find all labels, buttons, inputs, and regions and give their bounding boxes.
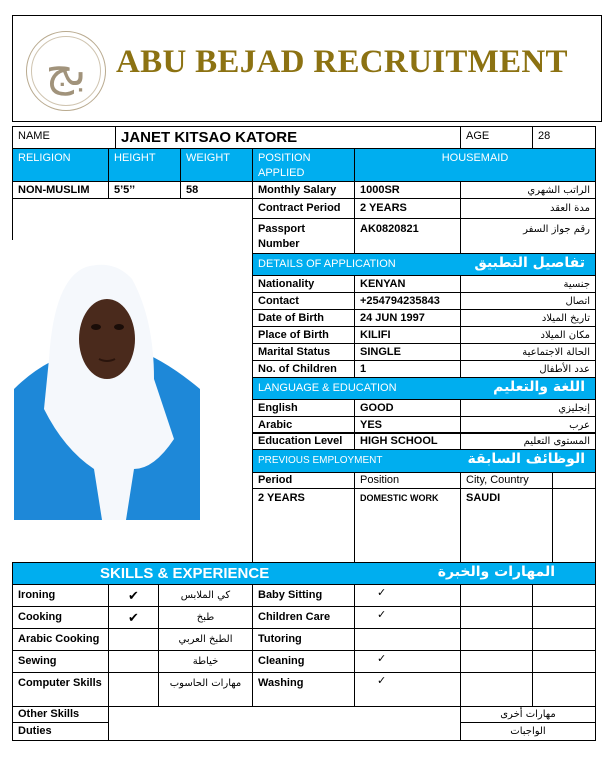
- employment-location-value: SAUDI: [460, 488, 553, 563]
- passport-arabic: رقم جواز السفر: [460, 218, 596, 254]
- skill-label: Ironing: [12, 584, 109, 607]
- employment-extra-header: [552, 472, 596, 489]
- duties-label: Duties: [12, 722, 109, 741]
- religion-header: RELIGION: [12, 148, 109, 182]
- details-row-value: +254794235843: [354, 292, 461, 310]
- salary-value: 1000SR: [354, 181, 461, 199]
- skill-extra-cell: [532, 606, 596, 629]
- employment-section-title: PREVIOUS EMPLOYMENT: [258, 455, 383, 466]
- skill-arabic: طبخ: [158, 606, 253, 629]
- skill-label: Cooking: [12, 606, 109, 629]
- details-row-label: Place of Birth: [252, 326, 355, 344]
- duties-arabic: الواجبات: [460, 722, 596, 741]
- skills-section-title: SKILLS & EXPERIENCE: [100, 565, 270, 582]
- skill-extra-cell: [460, 672, 533, 707]
- skill-extra-cell: [460, 650, 533, 673]
- skill-label: Baby Sitting: [252, 584, 355, 607]
- details-section-header: [252, 253, 596, 276]
- skill-label: Cleaning: [252, 650, 355, 673]
- details-row-value: KILIFI: [354, 326, 461, 344]
- salary-arabic: الراتب الشهري: [460, 181, 596, 199]
- details-row-value: 24 JUN 1997: [354, 309, 461, 327]
- skill-check-icon: [108, 672, 159, 707]
- salary-label: Monthly Salary: [252, 181, 355, 199]
- details-row-arabic: مكان الميلاد: [460, 326, 596, 344]
- employment-position-header: Position: [354, 472, 461, 489]
- language-section-title: LANGUAGE & EDUCATION: [258, 382, 397, 394]
- skills-section-header: [12, 562, 596, 585]
- skill-check-icon: ✔: [108, 584, 159, 607]
- candidate-photo-image: [14, 239, 200, 520]
- height-header: HEIGHT: [108, 148, 181, 182]
- skill-extra-cell: [532, 672, 596, 707]
- contract-period-label: Contract Period: [252, 198, 355, 219]
- skill-label: Washing: [252, 672, 355, 707]
- contract-period-arabic: مدة العقد: [460, 198, 596, 219]
- details-row-value: SINGLE: [354, 343, 461, 361]
- language-row-label: Education Level: [252, 432, 355, 450]
- language-row-value: GOOD: [354, 399, 461, 417]
- language-row-value: HIGH SCHOOL: [354, 432, 461, 450]
- religion-value: NON-MUSLIM: [12, 181, 109, 199]
- skill-label: Tutoring: [252, 628, 355, 651]
- skill-check-icon: ✔: [108, 606, 159, 629]
- other-skills-duties-value: [108, 706, 461, 741]
- language-row-arabic: عرب: [460, 416, 596, 434]
- language-row-arabic: المستوى التعليم: [460, 432, 596, 450]
- skill-check-icon: ✓: [354, 584, 461, 607]
- position-applied-header: POSITION APPLIED: [252, 148, 355, 182]
- employment-period-header: Period: [252, 472, 355, 489]
- skill-arabic: الطبخ العربي: [158, 628, 253, 651]
- details-row-arabic: الحالة الاجتماعية: [460, 343, 596, 361]
- skill-label: Arabic Cooking: [12, 628, 109, 651]
- height-value: 5’5’’: [108, 181, 181, 199]
- skill-arabic: خياطة: [158, 650, 253, 673]
- language-row-label: English: [252, 399, 355, 417]
- details-row-label: Marital Status: [252, 343, 355, 361]
- skill-check-icon: [354, 628, 461, 651]
- skill-check-icon: [108, 650, 159, 673]
- employment-section-title-arabic: الوظائف السابقة: [467, 451, 585, 467]
- details-row-arabic: تاريخ الميلاد: [460, 309, 596, 327]
- details-row-arabic: جنسية: [460, 275, 596, 293]
- skill-extra-cell: [460, 628, 533, 651]
- skill-label: Children Care: [252, 606, 355, 629]
- details-row-label: No. of Children: [252, 360, 355, 378]
- company-name: ABU BEJAD RECRUITMENT: [116, 44, 568, 80]
- passport-value: AK0820821: [354, 218, 461, 254]
- language-row-arabic: إنجليزي: [460, 399, 596, 417]
- skill-extra-cell: [460, 606, 533, 629]
- details-row-label: Date of Birth: [252, 309, 355, 327]
- skill-check-icon: ✓: [354, 672, 461, 707]
- skill-label: Sewing: [12, 650, 109, 673]
- age-label: AGE: [460, 126, 533, 149]
- logo-calligraphy: ﺑﺞ: [45, 45, 87, 96]
- skill-check-icon: ✓: [354, 606, 461, 629]
- skill-extra-cell: [532, 650, 596, 673]
- name-value: JANET KITSAO KATORE: [115, 126, 461, 149]
- skill-arabic: كي الملابس: [158, 584, 253, 607]
- passport-label: Passport Number: [252, 218, 355, 254]
- other-skills-label: Other Skills: [12, 706, 109, 723]
- candidate-photo: [14, 239, 200, 520]
- weight-header: WEIGHT: [180, 148, 253, 182]
- details-row-label: Nationality: [252, 275, 355, 293]
- language-row-value: YES: [354, 416, 461, 434]
- skill-extra-cell: [532, 584, 596, 607]
- skill-extra-cell: [460, 584, 533, 607]
- employment-period-value: 2 YEARS: [252, 488, 355, 563]
- employment-extra-value: [552, 488, 596, 563]
- skill-check-icon: ✓: [354, 650, 461, 673]
- employment-location-header: City, Country: [460, 472, 553, 489]
- contract-period-value: 2 YEARS: [354, 198, 461, 219]
- skill-extra-cell: [532, 628, 596, 651]
- skill-check-icon: [108, 628, 159, 651]
- skills-section-title-arabic: المهارات والخبرة: [437, 564, 555, 580]
- details-row-arabic: عدد الأطفال: [460, 360, 596, 378]
- weight-value: 58: [180, 181, 253, 199]
- details-row-value: 1: [354, 360, 461, 378]
- employment-section-header: [252, 449, 596, 473]
- details-row-value: KENYAN: [354, 275, 461, 293]
- details-section-title-arabic: تفاصيل التطبيق: [474, 255, 585, 271]
- employment-position-value: DOMESTIC WORK: [354, 488, 461, 563]
- position-applied-value: HOUSEMAID: [354, 148, 596, 182]
- language-section-title-arabic: اللغة والتعليم: [493, 379, 585, 395]
- details-section-title: DETAILS OF APPLICATION: [258, 258, 396, 270]
- skill-label: Computer Skills: [12, 672, 109, 707]
- skill-arabic: مهارات الحاسوب: [158, 672, 253, 707]
- details-row-label: Contact: [252, 292, 355, 310]
- name-label: NAME: [12, 126, 116, 149]
- language-row-label: Arabic: [252, 416, 355, 434]
- details-row-arabic: اتصال: [460, 292, 596, 310]
- other-skills-arabic: مهارات أخرى: [460, 706, 596, 723]
- language-section-header: [252, 377, 596, 400]
- age-value: 28: [532, 126, 596, 149]
